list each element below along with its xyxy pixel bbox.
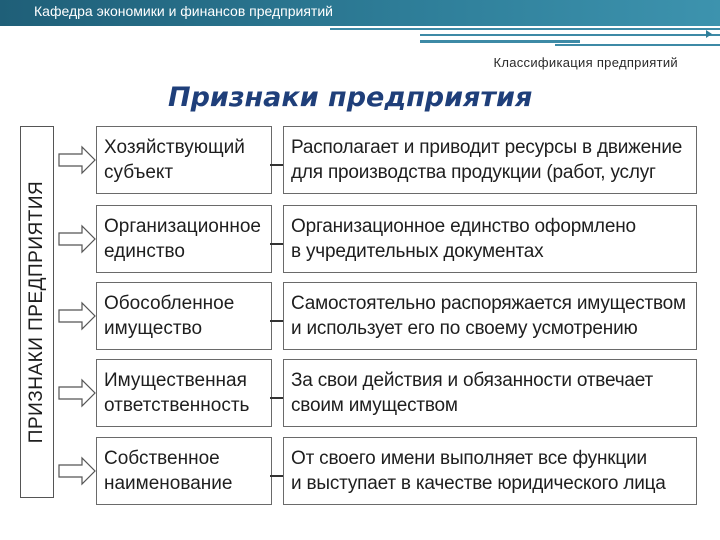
feature-line: Хозяйствующий <box>104 137 245 158</box>
connector-dash <box>270 243 284 245</box>
connector-dash <box>270 397 284 399</box>
description-line: в учредительных документах <box>291 241 544 262</box>
feature-row <box>0 437 720 505</box>
feature-box <box>96 437 272 505</box>
header-rule-bottom <box>555 44 720 46</box>
description-line: Организационное единство оформлено <box>291 216 636 237</box>
connector-dash <box>270 320 284 322</box>
connector-dash <box>270 164 284 166</box>
feature-row <box>0 205 720 273</box>
department-name: Кафедра экономики и финансов предприятий <box>34 3 333 19</box>
description-box <box>283 437 697 505</box>
description-box <box>283 205 697 273</box>
feature-line: имущество <box>104 318 203 339</box>
section-subtitle: Классификация предприятий <box>493 55 678 70</box>
feature-row <box>0 359 720 427</box>
arrow-right-icon <box>58 378 96 408</box>
feature-row <box>0 126 720 194</box>
feature-line: ответственность <box>104 395 250 416</box>
description-line: Располагает и приводит ресурсы в движение <box>291 137 683 158</box>
header-rule-accent <box>420 40 580 43</box>
feature-row <box>0 282 720 350</box>
feature-line: субъект <box>104 162 174 183</box>
side-label: ПРИЗНАКИ ПРЕДПРИЯТИЯ <box>26 180 47 444</box>
description-box <box>283 282 697 350</box>
feature-box <box>96 126 272 194</box>
feature-line: Организационное <box>104 216 261 237</box>
arrow-right-icon <box>58 224 96 254</box>
arrow-right-icon <box>58 456 96 486</box>
description-line: своим имуществом <box>291 395 458 416</box>
corner-arrow-icon <box>706 30 712 38</box>
description-line: За свои действия и обязанности отвечает <box>291 370 654 391</box>
arrow-right-icon <box>58 301 96 331</box>
feature-line: Обособленное <box>104 293 235 314</box>
description-line: Самостоятельно распоряжается имуществом <box>291 293 686 314</box>
header-bar <box>0 0 720 26</box>
feature-line: единство <box>104 241 185 262</box>
feature-box <box>96 205 272 273</box>
header-rule-mid <box>420 34 720 36</box>
description-line: От своего имени выполняет все функции <box>291 448 647 469</box>
feature-line: Собственное <box>104 448 220 469</box>
description-box <box>283 359 697 427</box>
description-line: и использует его по своему усмотрению <box>291 318 638 339</box>
feature-line: Имущественная <box>104 370 247 391</box>
feature-box <box>96 282 272 350</box>
description-line: для производства продукции (работ, услуг <box>291 162 656 183</box>
description-line: и выступает в качестве юридического лица <box>291 473 666 494</box>
page-title: Признаки предприятия <box>168 82 533 113</box>
header-rule-top <box>330 28 720 30</box>
feature-line: наименование <box>104 473 233 494</box>
connector-dash <box>270 475 284 477</box>
feature-box <box>96 359 272 427</box>
description-box <box>283 126 697 194</box>
arrow-right-icon <box>58 145 96 175</box>
